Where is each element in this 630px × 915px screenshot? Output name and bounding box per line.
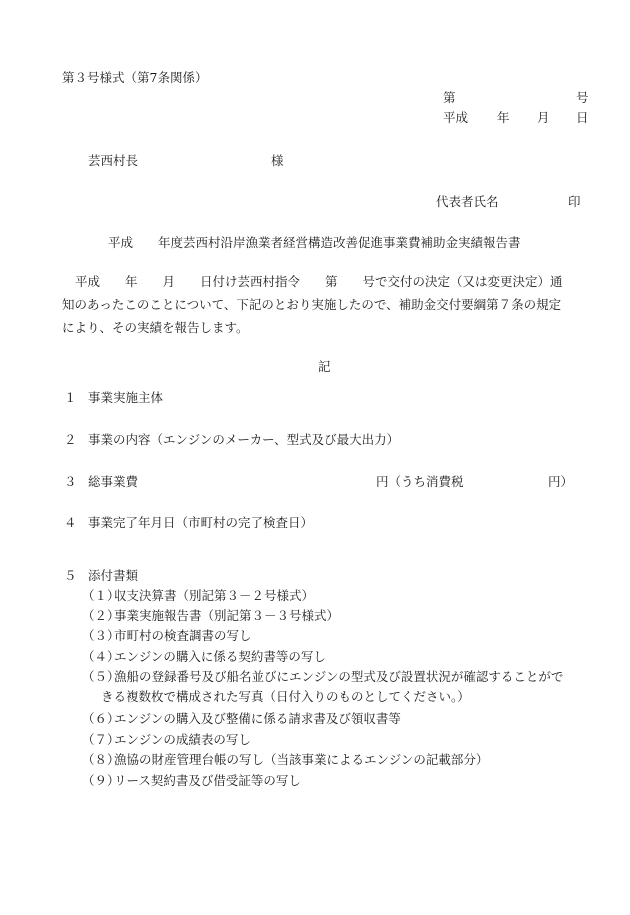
title-era: 平成 — [108, 235, 134, 250]
list-item — [82, 773, 301, 789]
list-item-text: 漁協の財産管理台帳の写し（当該事業によるエンジンの記載部分） — [114, 752, 489, 767]
list-item-number: （１） — [82, 588, 120, 603]
list-item-number: （５） — [82, 669, 120, 684]
list-item-text: 事業実施報告書（別記第３－３号様式） — [114, 608, 340, 623]
list-item-number: （９） — [82, 773, 120, 788]
list-item — [82, 732, 251, 748]
item-2-label: 事業の内容（エンジンのメーカー、型式及び最大出力） — [88, 432, 400, 447]
list-item-text: 漁船の登録番号及び船名並びにエンジンの型式及び設置状況が確認することがで — [114, 669, 564, 684]
body-line-2: 知のあったこのことについて、下記のとおり実施したので、補助金交付要綱第７条の規定 — [62, 297, 562, 312]
document-number-prefix: 第 — [443, 90, 456, 105]
list-item-number: （８） — [82, 752, 120, 767]
list-item-text: エンジンの購入及び整備に係る請求書及び領収書等 — [114, 711, 401, 726]
list-item-text: リース契約書及び借受証等の写し — [114, 773, 301, 788]
list-item-number: （６） — [82, 711, 120, 726]
list-item-number: （２） — [82, 608, 120, 623]
item-3-yen: 円（うち消費税 — [376, 474, 464, 489]
item-3-yen-close: 円） — [548, 474, 574, 489]
document-number-suffix: 号 — [576, 90, 589, 105]
item-4-label: 事業完了年月日（市町村の完了検査日） — [88, 515, 314, 530]
body-line-3: により、その実績を報告します。 — [62, 320, 249, 335]
ki-heading: 記 — [318, 359, 331, 374]
list-item-continuation: きる複数枚で構成された写真（日付入りのものとしてください。） — [101, 689, 470, 704]
date-year: 年 — [497, 110, 510, 125]
list-item-number: （３） — [82, 628, 120, 643]
list-item-text: 市町村の検査調書の写し — [114, 628, 252, 643]
item-5-number: ５ — [64, 568, 77, 583]
list-item-text: 収支決算書（別記第３－２号様式） — [114, 588, 315, 603]
representative-seal: 印 — [568, 194, 581, 209]
item-5-label: 添付書類 — [88, 568, 139, 583]
list-item — [82, 752, 488, 768]
form-label: 第３号様式（第7条関係） — [62, 70, 208, 85]
list-item — [82, 628, 252, 644]
list-item — [82, 649, 326, 665]
representative-label: 代表者氏名 — [436, 194, 499, 209]
list-item — [82, 669, 563, 685]
item-1-label: 事業実施主体 — [88, 390, 164, 405]
date-era: 平成 — [443, 110, 469, 125]
item-3-number: ３ — [64, 474, 77, 489]
list-item — [82, 711, 401, 727]
list-item — [82, 588, 314, 604]
item-3-label: 総事業費 — [88, 474, 139, 489]
list-item-number: （４） — [82, 649, 120, 664]
addressee-honorific: 様 — [271, 153, 284, 168]
addressee-name: 芸西村長 — [88, 153, 139, 168]
page-title: 年度芸西村沿岸漁業者経営構造改善促進事業費補助金実績報告書 — [158, 235, 521, 250]
date-month: 月 — [537, 110, 550, 125]
date-day: 日 — [576, 110, 589, 125]
list-item-text: エンジンの購入に係る契約書等の写し — [114, 649, 326, 664]
list-item — [82, 608, 339, 624]
item-4-number: ４ — [64, 515, 77, 530]
list-item-text: エンジンの成績表の写し — [114, 732, 251, 747]
item-2-number: ２ — [64, 432, 77, 447]
item-1-number: １ — [64, 390, 77, 405]
body-line-1: 平成 年 月 日付け芸西村指令 第 号で交付の決定（又は変更決定）通 — [75, 274, 563, 289]
list-item-number: （７） — [82, 732, 120, 747]
